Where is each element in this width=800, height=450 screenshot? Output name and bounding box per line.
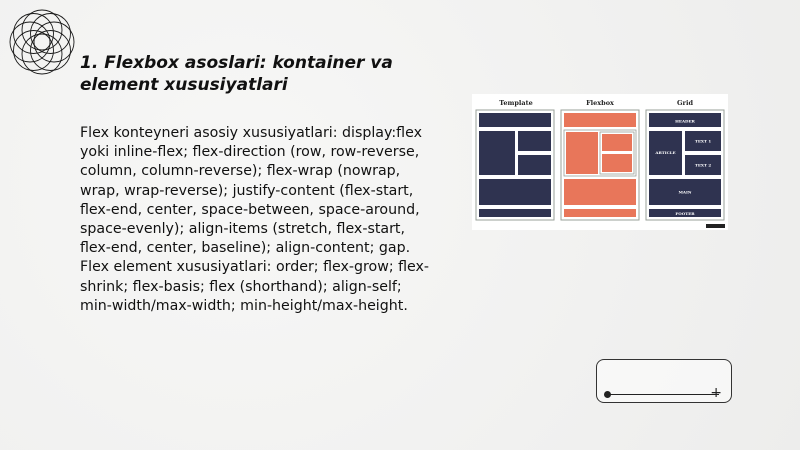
grid-header-label: HEADER (675, 118, 695, 124)
grid-text1-label: TEXT 1 (694, 138, 712, 144)
panel-title-template: Template (499, 99, 533, 107)
grid-main-label: MAIN (678, 189, 692, 195)
flexbox-panel (561, 110, 639, 220)
template-panel (476, 110, 554, 220)
grid-footer-label: FOOTER (675, 210, 695, 216)
panel-title-grid: Grid (677, 99, 693, 107)
seek-track[interactable] (607, 394, 719, 395)
plus-icon[interactable]: + (710, 385, 722, 401)
decorative-circles-icon (4, 4, 80, 80)
figure-credit-mark (706, 224, 725, 228)
panel-title-flexbox: Flexbox (586, 99, 614, 107)
grid-text2-label: TEXT 2 (694, 162, 712, 168)
slide-body-text: Flex konteyneri asosiy xususiyatlari: display:flex yoki inline-flex; flex-direction (row, row-reverse, column, column-reverse); flex-wrap (nowrap, wrap, wrap-reverse); justify-content (flex-start, flex-end, center, space-between, space-around, space-evenly); align-items (stretch, flex-start, flex-end, center, baseline); align-content; gap. Flex element xususiyatlari: order; flex-grow; flex-shrink; flex-basis; flex (shorthand); align-self; min-width/max-width; min-height/max-height. (80, 125, 430, 314)
media-player-control[interactable] (596, 359, 732, 403)
layout-comparison-figure (472, 94, 728, 230)
grid-panel (646, 110, 724, 220)
slide-title: 1. Flexbox asoslari: kontainer va element xususiyatlari (80, 53, 393, 95)
record-dot-icon[interactable] (604, 391, 611, 398)
grid-article-label: ARTICLE (655, 150, 676, 155)
